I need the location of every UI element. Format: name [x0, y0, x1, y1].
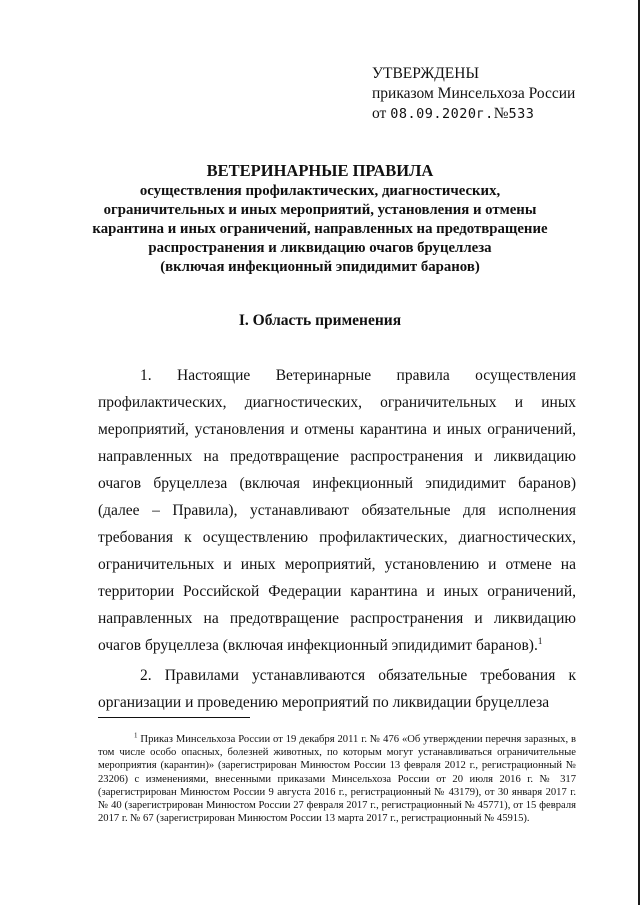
approval-number: 533: [508, 106, 535, 122]
approval-number-sign: №: [493, 105, 509, 122]
footnote-marker: 1: [134, 731, 138, 740]
approval-block: [372, 64, 622, 124]
paragraph-1: [98, 362, 576, 659]
title-subline: ограничительных и иных мероприятий, установления и отмены: [103, 202, 537, 218]
footnote-divider: [98, 717, 250, 718]
paragraph-1-text: 1. Настоящие Ветеринарные правила осуществления профилактических, диагностических, ограничительных и иных мероприятий, установления и отмены карантина и иных ограничений, направленных на предотвращение распространения и ликвидацию очагов бруцеллеза (включая инфекционный эпидидимит баранов) (далее – Правила), устанавливают обязательные для исполнения требования к осуществлению профилактических, диагностических, ограничительных и иных мероприятий, установлению и отмене на территории Российской Федерации карантина и иных ограничений, направленных на предотвращение распространения и ликвидацию очагов бруцеллеза (включая инфекционный эпидидимит баранов).: [98, 367, 576, 654]
title-main: ВЕТЕРИНАРНЫЕ ПРАВИЛА: [206, 161, 434, 180]
title-subline: карантина и иных ограничений, направленных на предотвращение: [92, 221, 548, 237]
footnote: [98, 733, 576, 825]
approval-order-issuer: приказом Минсельхоза России: [372, 85, 576, 102]
paragraph-2-text: 2. Правилами устанавливаются обязательные требования к организации и проведению мероприятий по ликвидации бруцеллеза: [98, 667, 576, 711]
approval-date-prefix: от: [372, 105, 387, 122]
document-title: [60, 160, 580, 277]
footnote-text: Приказ Минсельхоза России от 19 декабря 2011 г. № 476 «Об утверждении перечня заразных, в том числе особо опасных, болезней животных, по которым могут устанавливаться ограничительные мероприятия (карантин)» (зарегистрирован Минюстом России 13 февраля 2012 г., регистрационный № 23206) с изменениями, внесенными приказами Минсельхоза России от 20 июля 2016 г. № 317 (зарегистрирован Минюстом России 9 августа 2016 г., регистрационный № 43179), от 30 января 2017 г. № 40 (зарегистрирован Минюстом России 27 февраля 2017 г., регистрационный № 45771), от 15 февраля 2017 г. № 67 (зарегистрирован Минюстом России 13 марта 2017 г., регистрационный № 45915).: [98, 734, 577, 825]
footnote-reference: 1: [537, 635, 543, 646]
title-subline: распространения и ликвидацию очагов бруцеллеза: [148, 240, 492, 256]
section-heading: I. Область применения: [238, 312, 402, 329]
title-subline: (включая инфекционный эпидидимит баранов): [160, 259, 480, 275]
title-subline: осуществления профилактических, диагностических,: [139, 183, 501, 199]
approval-date: 08.09.2020г.: [390, 106, 494, 122]
approval-heading: УТВЕРЖДЕНЫ: [372, 65, 479, 82]
body-text: [98, 362, 576, 716]
paragraph-2: [98, 662, 576, 716]
approval-date-line: [372, 104, 622, 124]
